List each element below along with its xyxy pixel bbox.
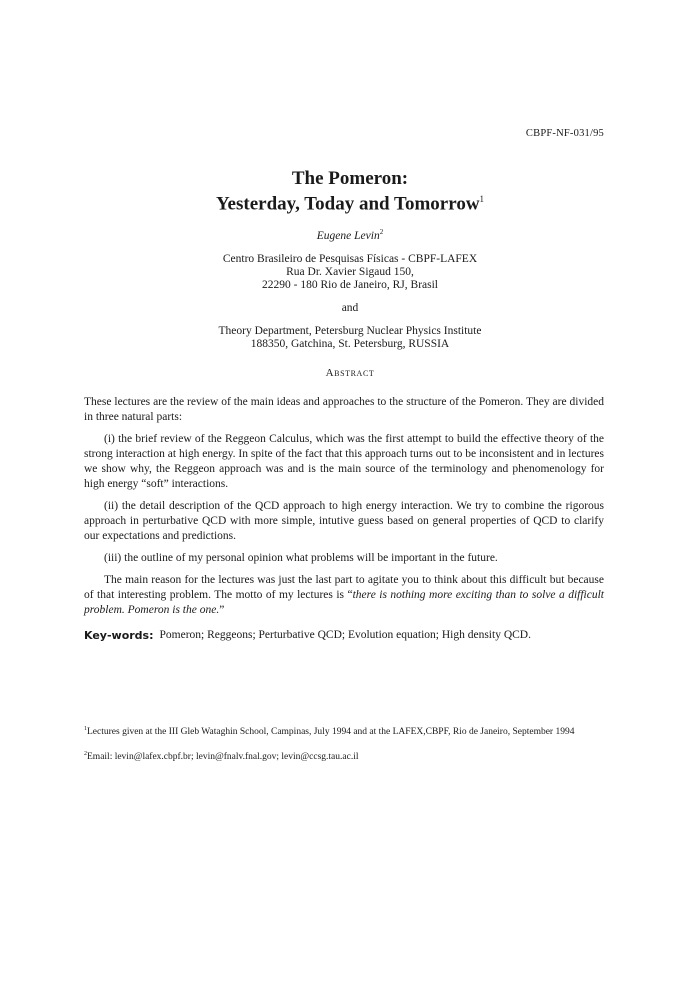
footnote-1-text: Lectures given at the III Gleb Wataghin School, Campinas, July 1994 and at the LAFEX,CBPF, Rio de Janeiro, September 1994 — [87, 727, 575, 738]
affiliation-2-line: Theory Department, Petersburg Nuclear Physics Institute — [218, 325, 482, 338]
author-footnote-mark: 2 — [379, 228, 384, 237]
keywords-text: Pomeron; Reggeons; Perturbative QCD; Evolution equation; High density QCD. — [159, 629, 531, 641]
affiliation-1-line: Rua Dr. Xavier Sigaud 150, — [286, 266, 414, 279]
motto-intro: The main reason for the lectures was just the last part to agitate you to think about this difficult but because of that interesting problem. The motto of my lectures is “ — [84, 574, 604, 601]
title-line-1: The Pomeron: — [291, 168, 409, 189]
footnote-1 — [84, 722, 604, 739]
title-footnote-mark: 1 — [479, 194, 485, 204]
report-number: CBPF-NF-031/95 — [525, 128, 604, 139]
keywords — [84, 628, 604, 643]
abstract-body — [84, 395, 604, 643]
abstract-paragraph: (i) the brief review of the Reggeon Calculus, which was the first attempt to build the effective theory of the strong interaction at high energy. In spite of the fact that this approach turns out to be inconsistent and in lectures we show why, the Reggeon approach was and is the main source of the terminology and phenomenology for high energy “soft” interactions. — [84, 433, 604, 490]
abstract-paragraph: (iii) the outline of my personal opinion what problems will be important in the future. — [104, 552, 498, 564]
abstract-paragraph — [84, 573, 604, 618]
abstract-paragraph: These lectures are the review of the main ideas and approaches to the structure of the Pomeron. They are divided in three natural parts: — [84, 396, 604, 423]
keywords-label: Key-words: — [84, 629, 154, 642]
affiliation-1-line: Centro Brasileiro de Pesquisas Físicas - CBPF-LAFEX — [222, 253, 478, 266]
title-line-2: Yesterday, Today and Tomorrow — [215, 193, 480, 215]
affiliation-1 — [0, 253, 700, 292]
affiliation-2-line: 188350, Gatchina, St. Petersburg, RUSSIA — [250, 338, 450, 351]
abstract-heading: Abstract — [325, 367, 375, 380]
footnotes — [84, 722, 604, 772]
footnote-2-mark: 2 — [84, 751, 87, 758]
abstract-paragraph: (ii) the detail description of the QCD approach to high energy interaction. We try to combine the rigorous approach in perturbative QCD with more simple, intutive guess based on general properties of QCD to clarify our expectations and predictions. — [84, 500, 604, 542]
affiliation-1-line: 22290 - 180 Rio de Janeiro, RJ, Brasil — [262, 279, 438, 292]
author — [0, 228, 700, 242]
affiliation-2 — [0, 325, 700, 351]
footnote-1-mark: 1 — [84, 726, 87, 732]
and-separator: and — [341, 302, 359, 315]
title-block — [0, 168, 700, 379]
footnote-2 — [84, 747, 604, 764]
footnote-2-text: Email: levin@lafex.cbpf.br; levin@fnalv.fnal.gov; levin@ccsg.tau.ac.il — [87, 752, 359, 763]
motto-quote: there is nothing more exciting than to solve a difficult problem. Pomeron is the one. — [84, 589, 604, 616]
motto-close: ” — [219, 604, 225, 616]
author-name: Eugene Levin — [316, 230, 380, 243]
paper-title — [0, 168, 700, 214]
